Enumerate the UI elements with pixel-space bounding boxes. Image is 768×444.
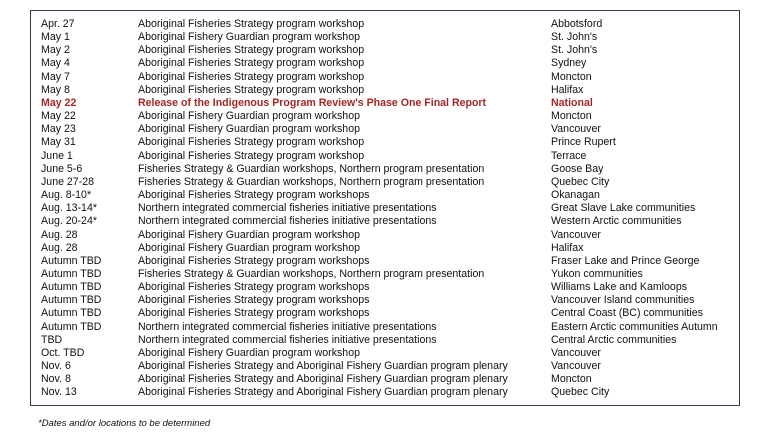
- schedule-table: [41, 18, 731, 400]
- table-row: [41, 334, 731, 347]
- date-cell: May 31: [41, 136, 76, 149]
- date-cell: Autumn TBD: [41, 320, 102, 333]
- event-cell: Aboriginal Fishery Guardian program workshop: [138, 241, 360, 254]
- location-cell: St. John's: [551, 31, 598, 44]
- event-cell: Aboriginal Fisheries Strategy and Aboriginal Fishery Guardian program plenary: [138, 373, 508, 386]
- location-cell: Western Arctic communities: [551, 215, 682, 228]
- table-row: [41, 57, 731, 70]
- event-cell: Aboriginal Fisheries Strategy program workshop: [138, 57, 365, 70]
- event-cell: Northern integrated commercial fisheries initiative presentations: [138, 215, 437, 228]
- event-cell: Fisheries Strategy & Guardian workshops, Northern program presentation: [138, 162, 485, 175]
- location-cell: Vancouver Island communities: [551, 294, 695, 307]
- table-row: [41, 321, 731, 334]
- event-cell: Aboriginal Fisheries Strategy program workshop: [138, 44, 365, 57]
- table-row: [41, 18, 731, 31]
- location-cell: Central Coast (BC) communities: [551, 307, 703, 320]
- date-cell: May 22: [41, 110, 76, 123]
- location-cell: Quebec City: [551, 386, 610, 399]
- location-cell: Yukon communities: [551, 267, 643, 280]
- table-row: [41, 242, 731, 255]
- date-cell: May 4: [41, 57, 70, 70]
- event-cell: Aboriginal Fisheries Strategy program workshops: [138, 294, 370, 307]
- table-row: [41, 360, 731, 373]
- location-cell: Central Arctic communities: [551, 333, 677, 346]
- date-cell: May 2: [41, 44, 70, 57]
- table-row: [41, 307, 731, 320]
- table-row: [41, 215, 731, 228]
- date-cell: Nov. 8: [41, 373, 71, 386]
- table-row: [41, 229, 731, 242]
- highlighted-row: [41, 97, 731, 110]
- table-row: [41, 202, 731, 215]
- table-row: [41, 84, 731, 97]
- event-cell: Aboriginal Fishery Guardian program workshop: [138, 110, 360, 123]
- table-row: [41, 281, 731, 294]
- table-row: [41, 294, 731, 307]
- date-cell: Autumn TBD: [41, 254, 102, 267]
- date-cell: Autumn TBD: [41, 294, 102, 307]
- location-cell: Okanagan: [551, 189, 600, 202]
- event-cell: Aboriginal Fisheries Strategy program workshops: [138, 307, 370, 320]
- location-cell: Halifax: [551, 241, 584, 254]
- date-cell: June 5-6: [41, 162, 83, 175]
- table-row: [41, 136, 731, 149]
- date-cell: June 27-28: [41, 175, 95, 188]
- table-row: [41, 31, 731, 44]
- date-cell: May 8: [41, 83, 70, 96]
- event-cell: Aboriginal Fisheries Strategy and Aboriginal Fishery Guardian program plenary: [138, 360, 508, 373]
- event-cell: Northern integrated commercial fisheries initiative presentations: [138, 320, 437, 333]
- location-cell: Vancouver: [551, 123, 601, 136]
- date-cell: Autumn TBD: [41, 307, 102, 320]
- table-row: [41, 255, 731, 268]
- table-row: [41, 163, 731, 176]
- schedule-frame: [30, 10, 740, 406]
- location-cell: Prince Rupert: [551, 136, 616, 149]
- event-cell: Release of the Indigenous Program Review's Phase One Final Report: [138, 96, 487, 109]
- date-cell: May 22: [41, 96, 77, 109]
- location-cell: Moncton: [551, 373, 592, 386]
- location-cell: Halifax: [551, 83, 584, 96]
- event-cell: Aboriginal Fishery Guardian program workshop: [138, 228, 360, 241]
- location-cell: Fraser Lake and Prince George: [551, 254, 700, 267]
- event-cell: Aboriginal Fishery Guardian program workshop: [138, 31, 360, 44]
- date-cell: May 1: [41, 31, 70, 44]
- event-cell: Aboriginal Fisheries Strategy program workshop: [138, 18, 365, 30]
- event-cell: Aboriginal Fisheries Strategy program workshops: [138, 189, 370, 202]
- footnote: *Dates and/or locations to be determined: [38, 418, 211, 429]
- table-row: [41, 386, 731, 399]
- location-cell: Abbotsford: [551, 18, 603, 30]
- date-cell: Aug. 20-24*: [41, 215, 97, 228]
- date-cell: May 23: [41, 123, 76, 136]
- date-cell: Autumn TBD: [41, 281, 102, 294]
- event-cell: Aboriginal Fisheries Strategy program workshop: [138, 83, 365, 96]
- location-cell: Moncton: [551, 70, 592, 83]
- table-row: [41, 176, 731, 189]
- event-cell: Aboriginal Fisheries Strategy program workshops: [138, 254, 370, 267]
- event-cell: Northern integrated commercial fisheries initiative presentations: [138, 202, 437, 215]
- location-cell: Vancouver: [551, 228, 601, 241]
- event-cell: Aboriginal Fisheries Strategy program workshop: [138, 70, 365, 83]
- location-cell: Sydney: [551, 57, 587, 70]
- table-row: [41, 268, 731, 281]
- date-cell: Nov. 6: [41, 360, 71, 373]
- location-cell: Vancouver: [551, 360, 601, 373]
- table-row: [41, 347, 731, 360]
- date-cell: TBD: [41, 333, 63, 346]
- table-row: [41, 373, 731, 386]
- date-cell: Oct. TBD: [41, 346, 85, 359]
- table-row: [41, 150, 731, 163]
- location-cell: Quebec City: [551, 175, 610, 188]
- location-cell: Vancouver: [551, 346, 601, 359]
- location-cell: St. John's: [551, 44, 598, 57]
- table-row: [41, 71, 731, 84]
- event-cell: Aboriginal Fishery Guardian program workshop: [138, 123, 360, 136]
- location-cell: Moncton: [551, 110, 592, 123]
- location-cell: Terrace: [551, 149, 587, 162]
- location-cell: Eastern Arctic communities Autumn: [551, 320, 718, 333]
- event-cell: Aboriginal Fisheries Strategy program workshop: [138, 149, 365, 162]
- location-cell: Williams Lake and Kamloops: [551, 281, 688, 294]
- date-cell: Aug. 8-10*: [41, 189, 92, 202]
- event-cell: Fisheries Strategy & Guardian workshops, Northern program presentation: [138, 267, 485, 280]
- date-cell: June 1: [41, 149, 73, 162]
- date-cell: Apr. 27: [41, 18, 75, 30]
- date-cell: Autumn TBD: [41, 267, 102, 280]
- event-cell: Aboriginal Fishery Guardian program workshop: [138, 346, 360, 359]
- event-cell: Aboriginal Fisheries Strategy program workshops: [138, 281, 370, 294]
- table-row: [41, 123, 731, 136]
- event-cell: Aboriginal Fisheries Strategy program workshop: [138, 136, 365, 149]
- date-cell: Aug. 28: [41, 241, 78, 254]
- date-cell: Aug. 13-14*: [41, 202, 97, 215]
- location-cell: Great Slave Lake communities: [551, 202, 696, 215]
- location-cell: National: [551, 96, 593, 109]
- table-row: [41, 189, 731, 202]
- location-cell: Goose Bay: [551, 162, 604, 175]
- event-cell: Aboriginal Fisheries Strategy and Aboriginal Fishery Guardian program plenary: [138, 386, 508, 399]
- date-cell: Aug. 28: [41, 228, 78, 241]
- event-cell: Fisheries Strategy & Guardian workshops, Northern program presentation: [138, 175, 485, 188]
- table-row: [41, 110, 731, 123]
- schedule-body: [41, 18, 731, 400]
- date-cell: May 7: [41, 70, 70, 83]
- event-cell: Northern integrated commercial fisheries initiative presentations: [138, 333, 437, 346]
- date-cell: Nov. 13: [41, 386, 77, 399]
- table-row: [41, 44, 731, 57]
